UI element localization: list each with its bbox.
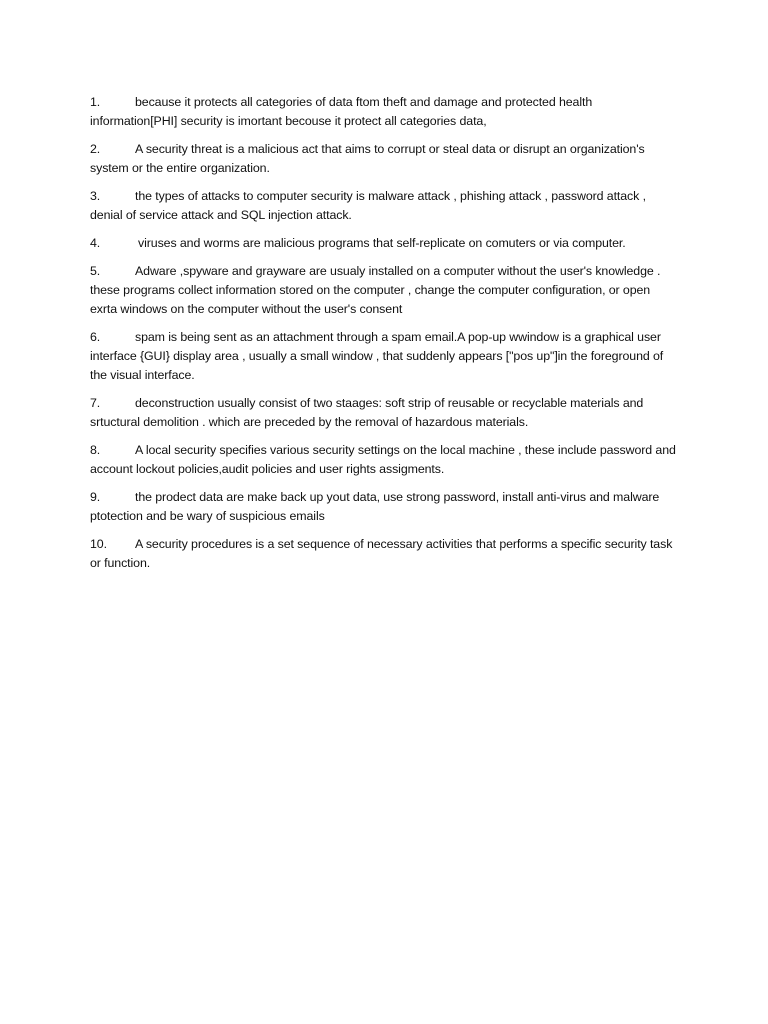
item-text: A security threat is a malicious act that aims to corrupt or steal data or disrupt an organization's system or the entire organization. [90,142,645,175]
list-item-4 [90,234,678,253]
item-number: 9. [90,490,101,504]
numbered-list [90,93,678,582]
list-item-7 [90,394,678,432]
list-item-6 [90,328,678,385]
list-item-1 [90,93,678,131]
item-text: the prodect data are make back up yout data, use strong password, install anti-virus and malware ptotection and be wary of suspicious emails [90,490,660,523]
item-text: spam is being sent as an attachment through a spam email.A pop-up wwindow is a graphical user interface {GUI} display area , usually a small window , that suddenly appears ["pos up"]in the foreground of the visual interface. [90,330,664,382]
list-item-9 [90,488,678,526]
item-text: A security procedures is a set sequence of necessary activities that performs a specific security task or function. [90,537,673,570]
item-number: 2. [90,142,101,156]
list-item-8 [90,441,678,479]
item-number: 1. [90,95,101,109]
item-number: 6. [90,330,101,344]
item-number: 5. [90,264,101,278]
item-number: 7. [90,396,101,410]
item-number: 8. [90,443,101,457]
list-item-2 [90,140,678,178]
item-text: A local security specifies various security settings on the local machine , these include password and account lockout policies,audit policies and user rights assigments. [90,443,676,476]
item-text: the types of attacks to computer security is malware attack , phishing attack , password attack , denial of service attack and SQL injection attack. [90,189,646,222]
item-text: deconstruction usually consist of two staages: soft strip of reusable or recyclable materials and srtuctural demolition . which are preceded by the removal of hazardous materials. [90,396,644,429]
item-number: 10. [90,537,107,551]
item-text: because it protects all categories of data ftom theft and damage and protected health information[PHI] security is imortant becouse it protect all categories data, [90,95,593,128]
item-number: 3. [90,189,101,203]
list-item-3 [90,187,678,225]
item-text: viruses and worms are malicious programs that self-replicate on comuters or via computer. [138,236,626,250]
list-item-10 [90,535,678,573]
item-text: Adware ,spyware and grayware are usualy installed on a computer without the user's knowledge . these programs collect information stored on the computer , change the computer configuration, or open exrta windows on the computer without the user's consent [90,264,661,316]
list-item-5 [90,262,678,319]
item-number: 4. [90,236,101,250]
